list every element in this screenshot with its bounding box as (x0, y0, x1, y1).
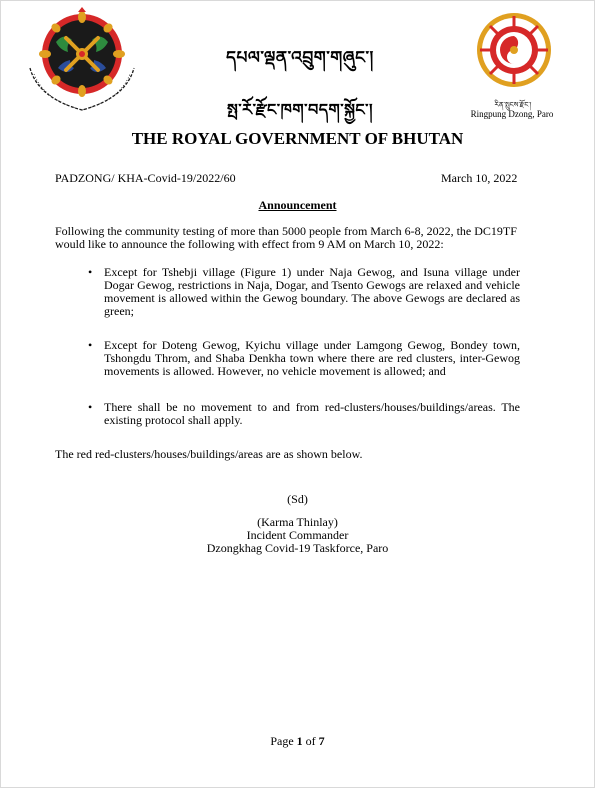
dzongkha-title-line-1: དཔལ་ལྡན་འབྲུག་གཞུང་། (226, 48, 374, 68)
signatory-role: Incident Commander (246, 528, 349, 542)
closing-line: The red red-clusters/houses/buildings/areas are as shown below. (55, 447, 363, 461)
intro-paragraph: Following the community testing of more than 5000 people from March 6-8, 2022, the DC19TF would like to announce the following with effect from 9 AM on March 10, 2022: (55, 224, 517, 251)
government-title: THE ROYAL GOVERNMENT OF BHUTAN (131, 129, 464, 148)
announcement-heading: Announcement (258, 198, 337, 212)
document-date: March 10, 2022 (441, 171, 518, 185)
list-item-text: There shall be no movement to and from red-clusters/houses/buildings/areas. The existing protocol shall apply. (104, 400, 520, 427)
list-item-text: Except for Tshebji village (Figure 1) under Naja Gewog, and Isuna village under Dogar Gewog, restrictions in Naja, Dogar, and Tsento Gewogs are relaxed and vehicle movement is allowed within the Gewog boundary. The above Gewogs are declared as green; (104, 265, 520, 318)
page-number-footer (0, 734, 595, 749)
national-emblem-logo (22, 6, 142, 118)
of-label: of (305, 734, 316, 748)
dzongkha-title-line-2: སྤ་རོ་རྫོང་ཁག་བདག་སྐྱོང་། (226, 100, 374, 119)
bullet-icon: • (88, 265, 93, 279)
bullet-icon: • (88, 400, 93, 414)
page-label: Page (270, 734, 294, 748)
dzong-logo-caption: Ringpung Dzong, Paro (470, 109, 554, 119)
reference-number: PADZONG/ KHA-Covid-19/2022/60 (55, 171, 236, 185)
dzong-wheel-logo (474, 10, 554, 90)
total-pages: 7 (318, 734, 325, 748)
dzong-logo-script: རིན་སྤུངས་རྫོང་། (494, 101, 532, 109)
list-item (88, 339, 520, 378)
current-page: 1 (296, 734, 303, 748)
signatory-name: (Karma Thinlay) (257, 515, 338, 529)
list-item (88, 401, 520, 427)
list-item (88, 266, 520, 318)
signature-sd: (Sd) (287, 492, 308, 506)
signatory-organization: Dzongkhag Covid-19 Taskforce, Paro (206, 541, 389, 555)
announcement-list (88, 266, 520, 427)
list-item-text: Except for Doteng Gewog, Kyichu village under Lamgong Gewog, Bondey town, Tshongdu Throm, and Shaba Denkha town where there are red clusters, inter-Gewog movements is allowed. However, no vehicle movement is allowed; and (104, 338, 520, 378)
bullet-icon: • (88, 338, 93, 352)
